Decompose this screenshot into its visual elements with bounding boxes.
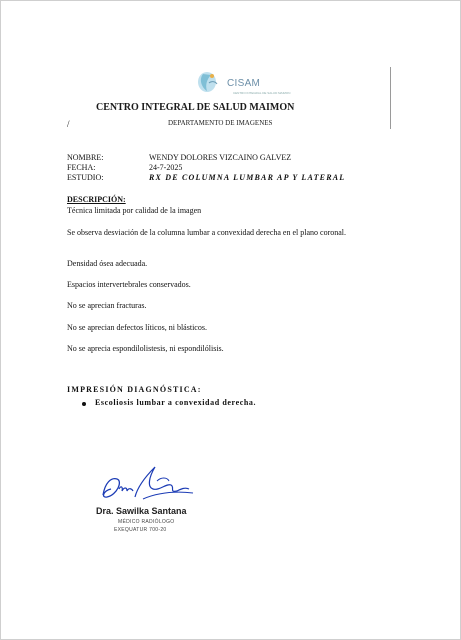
- impression-title: IMPRESIÓN DIAGNÓSTICA:: [67, 385, 202, 394]
- signature-image: [97, 459, 197, 507]
- description-paragraph: Se observa desviación de la columna lumbar a convexidad derecha en el plano coronal.: [67, 228, 346, 237]
- description-paragraph: No se aprecia espondilolistesis, ni espondilólisis.: [67, 344, 224, 353]
- bullet-icon: [82, 402, 86, 406]
- doctor-name: Dra. Sawilka Santana: [96, 506, 187, 516]
- description-paragraph: Densidad ósea adecuada.: [67, 259, 148, 268]
- description-paragraph: Espacios intervertebrales conservados.: [67, 280, 191, 289]
- study-value: RX DE COLUMNA LUMBAR AP Y LATERAL: [149, 173, 346, 182]
- study-label: ESTUDIO:: [67, 173, 104, 182]
- department-title: DEPARTAMENTO DE IMAGENES: [168, 119, 273, 127]
- logo-text: CISAM: [227, 78, 261, 89]
- slash-mark: /: [67, 119, 70, 129]
- logo-subtext: CENTRO INTEGRAL DE SALUD MAIMON: [233, 91, 291, 95]
- doctor-title: MÉDICO RADIÓLOGO: [118, 519, 175, 525]
- name-label: NOMBRE:: [67, 153, 104, 162]
- description-paragraph: No se aprecian fracturas.: [67, 301, 147, 310]
- description-paragraph: Técnica limitada por calidad de la imagen: [67, 206, 202, 215]
- margin-line: [390, 67, 391, 129]
- doctor-exequatur: EXEQUATUR 700-20: [114, 527, 167, 533]
- clinic-title: CENTRO INTEGRAL DE SALUD MAIMON: [96, 102, 295, 113]
- description-paragraph: No se aprecian defectos líticos, ni blásticos.: [67, 323, 207, 332]
- impression-item: Escoliosis lumbar a convexidad derecha.: [95, 398, 257, 407]
- date-value: 24-7-2025: [149, 163, 183, 172]
- description-title: DESCRIPCIÓN:: [67, 195, 126, 204]
- name-value: WENDY DOLORES VIZCAINO GALVEZ: [149, 153, 292, 162]
- date-label: FECHA:: [67, 163, 96, 172]
